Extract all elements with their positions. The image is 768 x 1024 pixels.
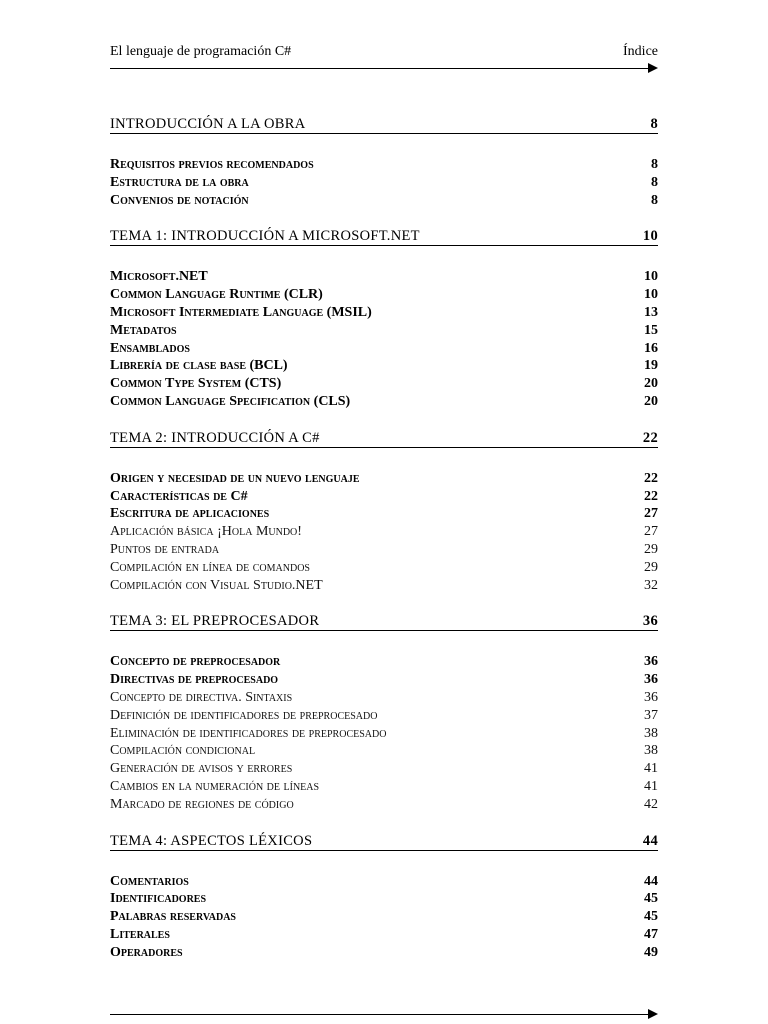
toc-entry-page: 41 [644,779,658,794]
toc-entry-page: 36 [644,654,658,670]
toc-entry-page: 36 [642,613,658,630]
toc-entry-title: Estructura de la obra [110,174,249,190]
toc-subsection-entry[interactable] [110,541,658,559]
toc-entry-title: Literales [110,927,170,942]
toc-entry-page: 10 [644,287,658,303]
toc-chapter-entry[interactable] [110,115,658,134]
toc-entry-page: 22 [644,470,658,486]
toc-entry-title: Common Type System (CTS) [110,376,282,392]
toc-entry-title: Aplicación básica ¡Hola Mundo! [110,524,302,540]
toc-entry-title: Concepto de preprocesador [110,654,281,670]
toc-section-entry[interactable] [110,286,658,304]
toc-entry-page: 29 [644,542,658,557]
toc-entry-page: 8 [651,157,658,172]
footer-arrow-icon [648,1009,658,1019]
toc-entry-page: 44 [644,873,658,889]
toc-entry-page: 45 [644,891,658,907]
header-arrow-icon [648,63,658,73]
toc-subsection-entry[interactable] [110,760,658,778]
toc-entry-title: Metadatos [110,322,177,338]
toc-section-entry[interactable] [110,156,658,174]
toc-entry-page: 8 [650,116,658,132]
toc-entry-title: Cambios en la numeración de líneas [110,779,320,794]
toc-entry-page: 47 [644,927,658,942]
toc-entry-title: Comentarios [110,873,189,889]
toc-subsection-entry[interactable] [110,778,658,796]
toc-entry-page: 27 [644,524,658,540]
toc-entry-title: Palabras reservadas [110,909,236,925]
toc-entry-title: Puntos de entrada [110,542,220,557]
toc-section-entry[interactable] [110,340,658,358]
toc-section-entry[interactable] [110,322,658,340]
toc-entry-title: Compilación en línea de comandos [110,559,310,575]
toc-entry-page: 38 [644,725,658,741]
toc-entry-page: 13 [644,305,658,320]
toc-subsection-entry[interactable] [110,523,658,541]
toc-section-entry[interactable] [110,488,658,506]
toc-subsection-entry[interactable] [110,725,658,743]
toc-entry-page: 36 [644,690,658,705]
toc-section-entry[interactable] [110,890,658,908]
toc-entry-page: 8 [651,192,658,208]
toc-section-entry[interactable] [110,192,658,210]
toc-chapter-entry[interactable] [110,612,658,631]
toc-subsection-entry[interactable] [110,689,658,707]
toc-entry-page: 19 [644,358,658,374]
toc-entry-title: Escritura de aplicaciones [110,506,270,522]
toc-entry-page: 22 [644,488,658,504]
toc-entry-page: 16 [644,340,658,356]
toc-entry-title: Características de C# [110,488,248,504]
toc-entry-page: 27 [644,506,658,522]
toc-entry-page: 29 [644,559,658,575]
toc-section-entry[interactable] [110,908,658,926]
toc-entry-title: Identificadores [110,891,207,907]
toc-entry-title: Ensamblados [110,340,190,356]
toc-section-entry[interactable] [110,926,658,944]
toc-entry-title: INTRODUCCIÓN A LA OBRA [110,116,306,132]
toc-subsection-entry[interactable] [110,559,658,577]
toc-entry-page: 49 [644,944,658,960]
toc-section-entry[interactable] [110,268,658,286]
toc-entry-title: Compilación con Visual Studio.NET [110,577,323,593]
toc-entry-page: 22 [642,429,658,446]
toc-section-entry[interactable] [110,357,658,375]
toc-chapter-entry[interactable] [110,832,658,851]
toc-entry-page: 44 [642,832,658,849]
toc-entry-title: Requisitos previos recomendados [110,157,314,172]
section-name: Índice [623,44,658,59]
header-rule [110,68,650,69]
toc-subsection-entry[interactable] [110,742,658,760]
toc-entry-title: Compilación condicional [110,743,256,759]
toc-entry-title: TEMA 3: EL PREPROCESADOR [110,613,320,630]
toc-entry-title: Marcado de regiones de código [110,796,294,812]
toc-entry-title: Librería de clase base (BCL) [110,358,288,374]
toc-section-entry[interactable] [110,393,658,411]
toc-entry-page: 10 [644,269,658,285]
toc-entry-title: Directivas de preprocesado [110,672,279,688]
toc-subsection-entry[interactable] [110,577,658,595]
toc-entry-page: 37 [644,707,658,723]
toc-entry-page: 42 [644,796,658,812]
toc-section-entry[interactable] [110,944,658,962]
toc-chapter-entry[interactable] [110,227,658,246]
document-title: El lenguaje de programación C# [110,44,292,59]
page-header [110,44,658,60]
toc-entry-title: Generación de avisos y errores [110,761,293,777]
toc-section-entry[interactable] [110,505,658,523]
footer-rule [110,1014,650,1015]
toc-entry-page: 32 [644,577,658,593]
toc-entry-page: 20 [644,376,658,392]
toc-entry-title: TEMA 4: ASPECTOS LÉXICOS [110,832,313,849]
toc-entry-title: Common Language Specification (CLS) [110,394,351,409]
toc-section-entry[interactable] [110,470,658,488]
toc-section-entry[interactable] [110,653,658,671]
toc-entry-title: Definición de identificadores de preprocesado [110,707,378,723]
toc-entry-page: 10 [642,228,658,245]
toc-section-entry[interactable] [110,375,658,393]
toc-entry-title: TEMA 1: INTRODUCCIÓN A MICROSOFT.NET [110,228,420,245]
toc-entry-title: Operadores [110,944,183,960]
toc-entry-title: Concepto de directiva. Sintaxis [110,690,293,705]
toc-section-entry[interactable] [110,873,658,891]
toc-entry-title: TEMA 2: INTRODUCCIÓN A C# [110,429,320,446]
toc-entry-page: 15 [644,322,658,338]
toc-entry-title: Common Language Runtime (CLR) [110,287,323,303]
toc-entry-page: 38 [644,743,658,759]
toc-section-entry[interactable] [110,174,658,192]
toc-entry-title: Convenios de notación [110,192,249,208]
toc-entry-page: 45 [644,909,658,925]
toc-subsection-entry[interactable] [110,707,658,725]
toc-entry-page: 36 [644,672,658,688]
toc-entry-page: 20 [644,394,658,409]
toc-entry-title: Microsoft.NET [110,269,208,285]
toc-section-entry[interactable] [110,671,658,689]
toc-entry-title: Microsoft Intermediate Language (MSIL) [110,305,372,320]
toc-entry-page: 41 [644,761,658,777]
toc-subsection-entry[interactable] [110,796,658,814]
toc-section-entry[interactable] [110,304,658,322]
toc-chapter-entry[interactable] [110,429,658,448]
toc-entry-page: 8 [651,174,658,190]
toc-entry-title: Eliminación de identificadores de preprocesado [110,725,387,741]
toc-entry-title: Origen y necesidad de un nuevo lenguaje [110,470,360,486]
